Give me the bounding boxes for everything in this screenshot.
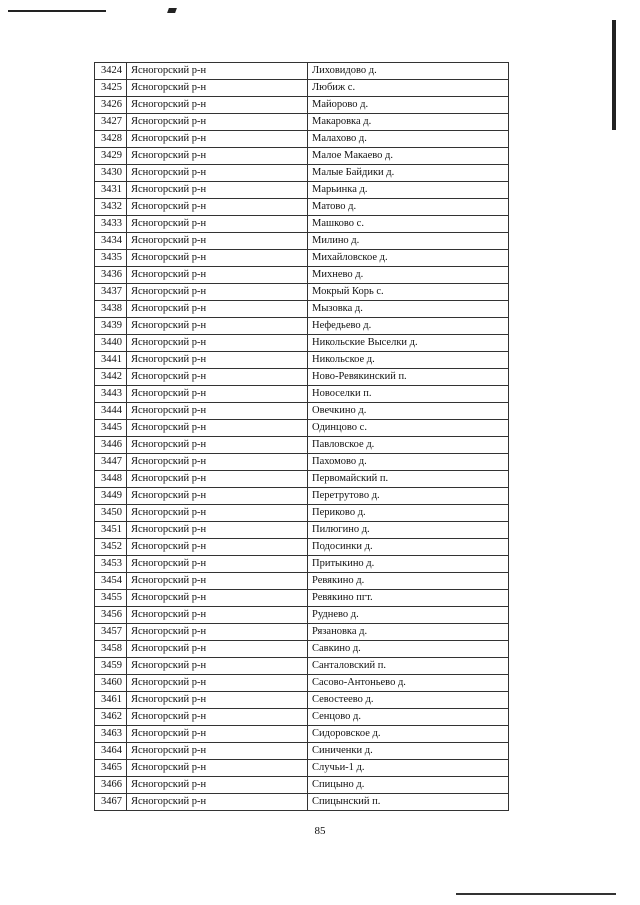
table-row [95,420,509,437]
district-cell: Ясногорский р-н [127,607,308,624]
row-number-cell: 3428 [95,131,127,148]
settlement-cell: Ревякино пгт. [308,590,509,607]
settlement-cell: Овечкино д. [308,403,509,420]
district-cell: Ясногорский р-н [127,556,308,573]
settlement-cell: Пахомово д. [308,454,509,471]
table-row [95,760,509,777]
row-number-cell: 3433 [95,216,127,233]
row-number-cell: 3459 [95,658,127,675]
row-number-cell: 3435 [95,250,127,267]
row-number-cell: 3456 [95,607,127,624]
row-number-cell: 3436 [95,267,127,284]
settlement-cell: Сенцово д. [308,709,509,726]
table-row [95,114,509,131]
district-cell: Ясногорский р-н [127,80,308,97]
settlement-cell: Мокрый Корь с. [308,284,509,301]
table-row [95,573,509,590]
row-number-cell: 3461 [95,692,127,709]
district-cell: Ясногорский р-н [127,454,308,471]
table-row [95,743,509,760]
table-row [95,284,509,301]
row-number-cell: 3457 [95,624,127,641]
settlement-cell: Михайловское д. [308,250,509,267]
row-number-cell: 3440 [95,335,127,352]
district-cell: Ясногорский р-н [127,624,308,641]
district-cell: Ясногорский р-н [127,590,308,607]
row-number-cell: 3449 [95,488,127,505]
settlement-cell: Никольские Выселки д. [308,335,509,352]
settlement-cell: Никольское д. [308,352,509,369]
scan-artifact-top-line [8,10,106,12]
district-cell: Ясногорский р-н [127,709,308,726]
row-number-cell: 3441 [95,352,127,369]
district-cell: Ясногорский р-н [127,165,308,182]
district-cell: Ясногорский р-н [127,726,308,743]
district-cell: Ясногорский р-н [127,97,308,114]
settlement-cell: Одинцово с. [308,420,509,437]
district-cell: Ясногорский р-н [127,335,308,352]
settlement-cell: Периково д. [308,505,509,522]
settlement-cell: Севостеево д. [308,692,509,709]
district-cell: Ясногорский р-н [127,641,308,658]
table-row [95,352,509,369]
district-cell: Ясногорский р-н [127,437,308,454]
district-cell: Ясногорский р-н [127,539,308,556]
settlement-cell: Любиж с. [308,80,509,97]
district-cell: Ясногорский р-н [127,386,308,403]
settlement-cell: Санталовский п. [308,658,509,675]
row-number-cell: 3448 [95,471,127,488]
district-cell: Ясногорский р-н [127,692,308,709]
row-number-cell: 3467 [95,794,127,811]
row-number-cell: 3450 [95,505,127,522]
row-number-cell: 3462 [95,709,127,726]
row-number-cell: 3442 [95,369,127,386]
row-number-cell: 3427 [95,114,127,131]
settlement-cell: Майорово д. [308,97,509,114]
district-cell: Ясногорский р-н [127,505,308,522]
table-row [95,301,509,318]
table-row [95,522,509,539]
settlement-cell: Ново-Ревякинский п. [308,369,509,386]
settlements-table-body [95,63,509,811]
table-row [95,437,509,454]
table-row [95,505,509,522]
settlement-cell: Нефедьево д. [308,318,509,335]
row-number-cell: 3451 [95,522,127,539]
district-cell: Ясногорский р-н [127,216,308,233]
row-number-cell: 3434 [95,233,127,250]
district-cell: Ясногорский р-н [127,114,308,131]
page-number: 85 [314,825,326,837]
table-row [95,63,509,80]
table-row [95,148,509,165]
table-row [95,624,509,641]
table-row [95,267,509,284]
table-row [95,675,509,692]
district-cell: Ясногорский р-н [127,658,308,675]
row-number-cell: 3432 [95,199,127,216]
settlements-table [94,62,509,811]
district-cell: Ясногорский р-н [127,760,308,777]
table-row [95,709,509,726]
district-cell: Ясногорский р-н [127,369,308,386]
settlement-cell: Спицынский п. [308,794,509,811]
row-number-cell: 3447 [95,454,127,471]
table-row [95,658,509,675]
district-cell: Ясногорский р-н [127,182,308,199]
district-cell: Ясногорский р-н [127,199,308,216]
settlement-cell: Первомайский п. [308,471,509,488]
row-number-cell: 3439 [95,318,127,335]
settlement-cell: Притыкино д. [308,556,509,573]
settlement-cell: Синиченки д. [308,743,509,760]
row-number-cell: 3437 [95,284,127,301]
row-number-cell: 3464 [95,743,127,760]
row-number-cell: 3429 [95,148,127,165]
table-row [95,539,509,556]
settlement-cell: Перетрутово д. [308,488,509,505]
scan-artifact-right-bar [612,20,616,130]
row-number-cell: 3460 [95,675,127,692]
settlement-cell: Малые Байдики д. [308,165,509,182]
table-row [95,692,509,709]
table-row [95,777,509,794]
settlement-cell: Сидоровское д. [308,726,509,743]
row-number-cell: 3431 [95,182,127,199]
settlement-cell: Савкино д. [308,641,509,658]
settlement-cell: Рязановка д. [308,624,509,641]
table-row [95,726,509,743]
table-row [95,590,509,607]
row-number-cell: 3444 [95,403,127,420]
row-number-cell: 3443 [95,386,127,403]
row-number-cell: 3424 [95,63,127,80]
row-number-cell: 3452 [95,539,127,556]
row-number-cell: 3438 [95,301,127,318]
district-cell: Ясногорский р-н [127,675,308,692]
settlement-cell: Новоселки п. [308,386,509,403]
settlement-cell: Малое Макаево д. [308,148,509,165]
district-cell: Ясногорский р-н [127,777,308,794]
row-number-cell: 3463 [95,726,127,743]
row-number-cell: 3445 [95,420,127,437]
district-cell: Ясногорский р-н [127,573,308,590]
table-row [95,216,509,233]
settlement-cell: Михнево д. [308,267,509,284]
settlement-cell: Машково с. [308,216,509,233]
district-cell: Ясногорский р-н [127,63,308,80]
settlement-cell: Павловское д. [308,437,509,454]
table-row [95,199,509,216]
district-cell: Ясногорский р-н [127,284,308,301]
scan-artifact-bottom-line [456,893,616,895]
settlement-cell: Ревякино д. [308,573,509,590]
table-row [95,386,509,403]
settlement-cell: Макаровка д. [308,114,509,131]
settlement-cell: Лиховидово д. [308,63,509,80]
district-cell: Ясногорский р-н [127,794,308,811]
row-number-cell: 3458 [95,641,127,658]
table-row [95,335,509,352]
district-cell: Ясногорский р-н [127,471,308,488]
table-row [95,607,509,624]
row-number-cell: 3465 [95,760,127,777]
table-row [95,403,509,420]
table-row [95,250,509,267]
row-number-cell: 3430 [95,165,127,182]
row-number-cell: 3425 [95,80,127,97]
settlement-cell: Малахово д. [308,131,509,148]
district-cell: Ясногорский р-н [127,488,308,505]
settlement-cell: Марьинка д. [308,182,509,199]
settlement-cell: Спицыно д. [308,777,509,794]
district-cell: Ясногорский р-н [127,250,308,267]
table-row [95,794,509,811]
district-cell: Ясногорский р-н [127,352,308,369]
table-row [95,80,509,97]
settlement-cell: Мызовка д. [308,301,509,318]
settlement-cell: Матово д. [308,199,509,216]
table-row [95,454,509,471]
district-cell: Ясногорский р-н [127,233,308,250]
table-row [95,488,509,505]
district-cell: Ясногорский р-н [127,148,308,165]
district-cell: Ясногорский р-н [127,131,308,148]
district-cell: Ясногорский р-н [127,403,308,420]
settlement-cell: Руднево д. [308,607,509,624]
scan-artifact-mark [167,8,177,13]
row-number-cell: 3426 [95,97,127,114]
district-cell: Ясногорский р-н [127,743,308,760]
district-cell: Ясногорский р-н [127,267,308,284]
table-row [95,318,509,335]
row-number-cell: 3455 [95,590,127,607]
district-cell: Ясногорский р-н [127,420,308,437]
table-row [95,471,509,488]
settlement-cell: Подосинки д. [308,539,509,556]
table-row [95,182,509,199]
row-number-cell: 3446 [95,437,127,454]
settlement-cell: Милино д. [308,233,509,250]
table-row [95,97,509,114]
settlement-cell: Пилюгино д. [308,522,509,539]
district-cell: Ясногорский р-н [127,522,308,539]
table-row [95,641,509,658]
district-cell: Ясногорский р-н [127,301,308,318]
table-row [95,233,509,250]
table-row [95,369,509,386]
row-number-cell: 3466 [95,777,127,794]
row-number-cell: 3453 [95,556,127,573]
settlement-cell: Случьи-1 д. [308,760,509,777]
district-cell: Ясногорский р-н [127,318,308,335]
row-number-cell: 3454 [95,573,127,590]
table-row [95,165,509,182]
table-row [95,556,509,573]
table-row [95,131,509,148]
settlement-cell: Сасово-Антоньево д. [308,675,509,692]
